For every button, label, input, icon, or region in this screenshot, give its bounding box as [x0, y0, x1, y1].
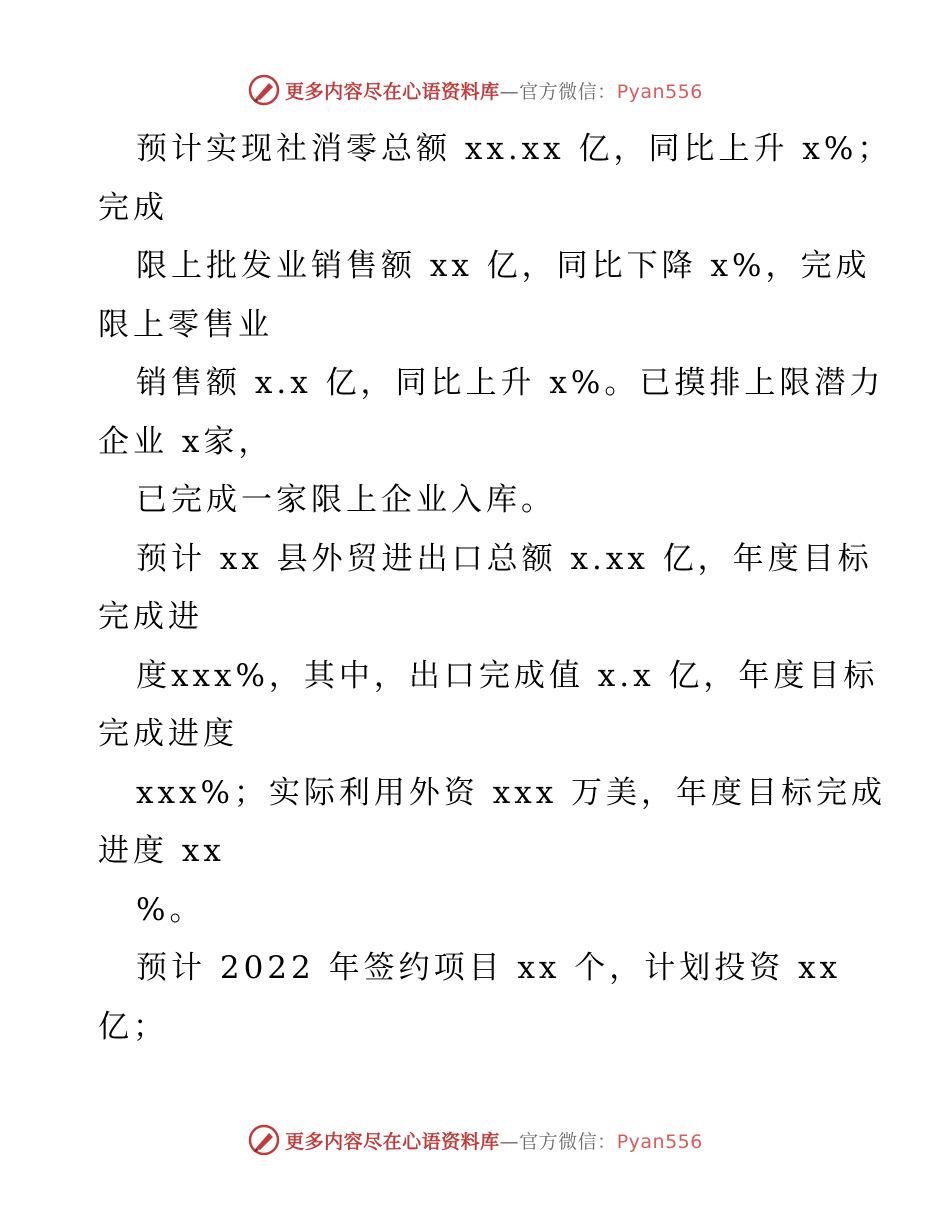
paragraph-line: 预计 2022 年签约项目 xx 个，计划投资 xx: [136, 950, 842, 986]
watermark-text: 更多内容尽在心语资料库—官方微信：Pyan556: [285, 1130, 703, 1153]
pen-logo-icon: [247, 73, 281, 107]
paragraph-line: 度xxx%，其中，出口完成值 x.x 亿，年度目标: [136, 657, 879, 694]
document-body: [98, 120, 893, 1056]
footer-watermark: [0, 1120, 950, 1160]
paragraph-line: 预计实现社消零总额 xx.xx 亿，同比上升 x%；: [136, 131, 893, 167]
paragraph-line: 完成: [98, 189, 168, 226]
paragraph-line: 进度 xx: [98, 833, 225, 869]
paragraph-line: %。: [136, 891, 205, 928]
paragraph-line: 企业 x家，: [98, 423, 274, 460]
header-watermark: [0, 70, 950, 110]
paragraph-line: 销售额 x.x 亿，同比上升 x%。已摸排上限潜力: [136, 365, 885, 401]
pen-logo-icon: [247, 1123, 281, 1157]
paragraph-line: 完成进: [98, 599, 203, 635]
paragraph-line: xxx%；实际利用外资 xxx 万美，年度目标完成: [136, 774, 887, 811]
paragraph-line: 完成进度: [98, 716, 238, 752]
paragraph-line: 预计 xx 县外贸进出口总额 x.xx 亿，年度目标: [136, 540, 873, 577]
paragraph-line: 已完成一家限上企业入库。: [136, 482, 556, 518]
paragraph-line: 亿；: [98, 1008, 168, 1045]
paragraph-line: 限上零售业: [98, 306, 273, 343]
paragraph-line: 限上批发业销售额 xx 亿，同比下降 x%，完成: [136, 248, 871, 284]
watermark-text: 更多内容尽在心语资料库—官方微信：Pyan556: [285, 80, 703, 103]
